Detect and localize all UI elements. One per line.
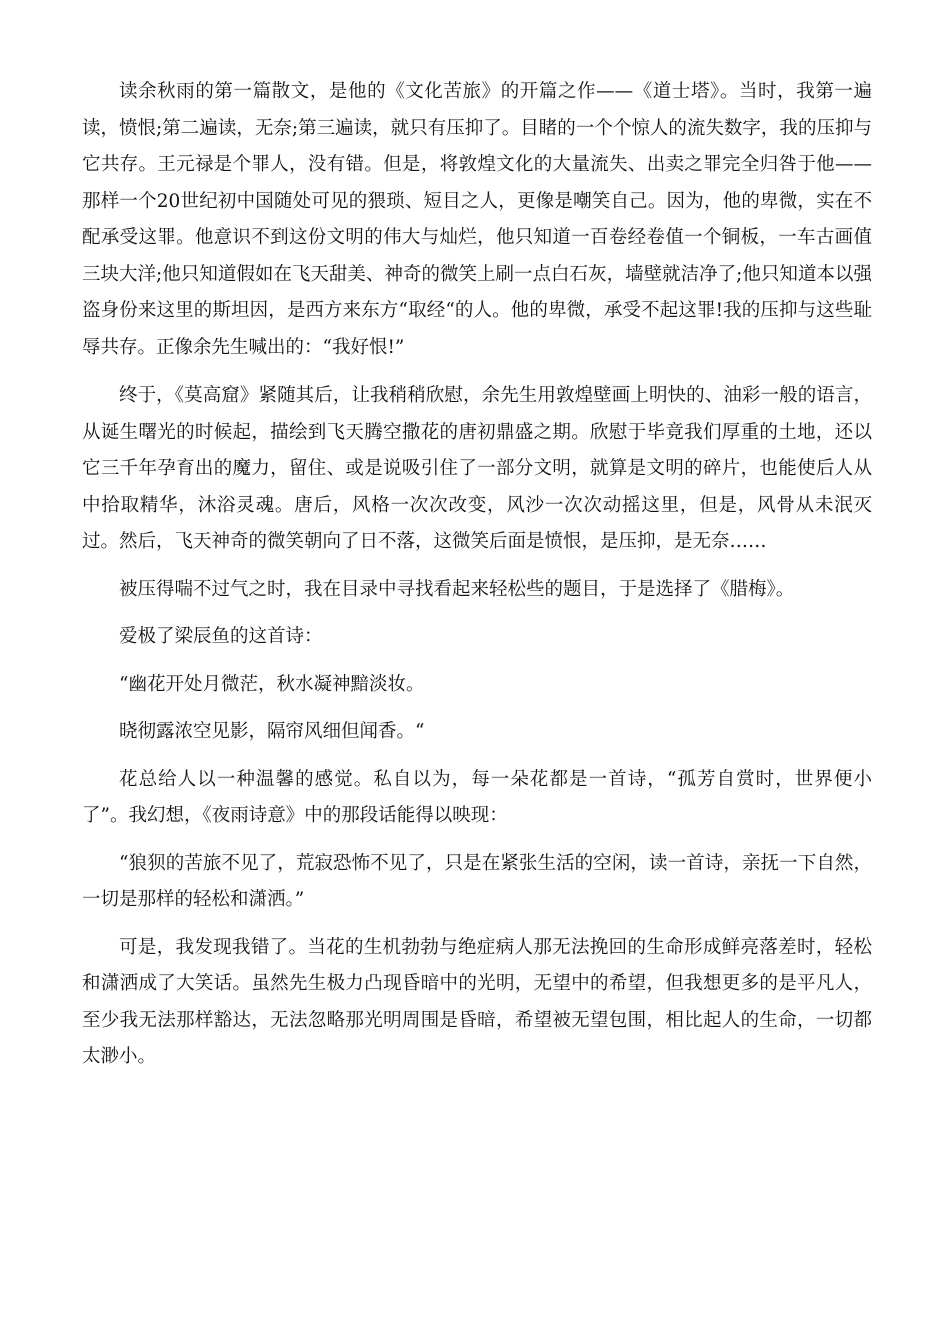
paragraph-poem-intro: 爱极了梁辰鱼的这首诗： — [119, 626, 323, 647]
paragraph-daoshita: 读余秋雨的第一篇散文，是他的《文化苦旅》的开篇之作——《道士塔》。当时，我第一遍读，愤恨;第二遍读，无奈;第三遍读，就只有压抑了。目睹的一个个惊人的流失数字，我的压抑与它共存。王元禄是个罪人，没有错。但是，将敦煌文化的大量流失、出卖之罪完全归咎于他——那样一个20世纪初中国随处可见的猥琐、短目之人，更像是嘲笑自己。因为，他的卑微，实在不配承受这罪。他意识不到这份文明的伟大与灿烂，他只知道一百卷经卷值一个铜板，一车古画值三块大洋;他只知道假如在飞天甜美、神奇的微笑上刷一点白石灰，墙壁就洁净了;他只知道本以强盗身份来这里的斯坦因，是西方来东方“取经“的人。他的卑微，承受不起这罪!我的压抑与这些耻辱共存。正像余先生喊出的：“我好恨!” — [82, 81, 872, 358]
paragraph-poem-line-2: 晓彻露浓空见影，隔帘风细但闻香。“ — [119, 721, 425, 742]
paragraph-flower-feeling: 花总给人以一种温馨的感觉。私自以为，每一朵花都是一首诗，“孤芳自赏时，世界便小了”。我幻想，《夜雨诗意》中的那段话能得以映现： — [82, 768, 872, 826]
paragraph-quote-yeyu: “狼狈的苦旅不见了，荒寂恐怖不见了，只是在紧张生活的空闲，读一首诗，亲抚一下自然，一切是那样的轻松和潇洒。” — [82, 852, 872, 910]
paragraph-lamei-intro: 被压得喘不过气之时，我在目录中寻找看起来轻松些的题目，于是选择了《腊梅》。 — [119, 578, 795, 600]
paragraph-mogaoku: 终于，《莫高窟》紧随其后，让我稍稍欣慰，余先生用敦煌壁画上明快的、油彩一般的语言，从诞生曙光的时候起，描绘到飞天腾空撒花的唐初鼎盛之期。欣慰于毕竟我们厚重的土地，还以它三千年孕育出的魔力，留住、或是说吸引住了一部分文明，就算是文明的碎片，也能使后人从中拾取精华，沐浴灵魂。唐后，风格一次次改变，风沙一次次动摇这里，但是，风骨从未泯灭过。然后，飞天神奇的微笑朝向了日不落，这微笑后面是愤恨，是压抑，是无奈…… — [82, 385, 872, 552]
paragraph-poem-line-1: “幽花开处月微茫，秋水凝神黯淡妆。 — [119, 673, 425, 695]
document-body — [82, 74, 872, 1076]
paragraph-conclusion: 可是，我发现我错了。当花的生机勃勃与绝症病人那无法挽回的生命形成鲜亮落差时，轻松和潇洒成了大笑话。虽然先生极力凸现昏暗中的光明，无望中的希望，但我想更多的是平凡人，至少我无法那样豁达，无法忽略那光明周围是昏暗，希望被无望包围，相比起人的生命，一切都太渺小。 — [82, 936, 872, 1067]
